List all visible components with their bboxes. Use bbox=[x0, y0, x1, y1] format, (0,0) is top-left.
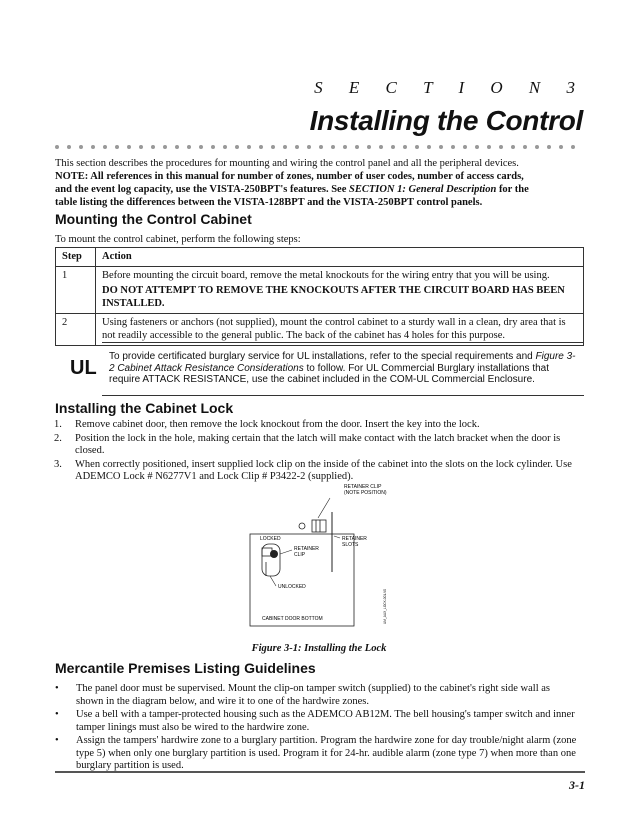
section-label: S E C T I O N 3 bbox=[314, 78, 586, 97]
divider-dot bbox=[127, 145, 131, 149]
divider-dot bbox=[247, 145, 251, 149]
lock-diagram bbox=[240, 482, 400, 632]
step-number: 2 bbox=[56, 314, 96, 346]
column-header: Step bbox=[56, 248, 96, 267]
divider-dot bbox=[403, 145, 407, 149]
mercantile-guidelines bbox=[55, 683, 580, 774]
divider-dot bbox=[415, 145, 419, 149]
bullet: • bbox=[55, 709, 59, 720]
list-item bbox=[55, 683, 580, 708]
guideline-text: Use a bell with a tamper-protected housing such as the ADEMCO AB12M. The bell housing's tamper switch and inner tamper linings must also be wired to the hardwire zone. bbox=[76, 709, 575, 733]
divider-dot bbox=[91, 145, 95, 149]
guideline-text: Assign the tampers' hardwire zone to a burglary partition. Program the hardwire zone for day trouble/night alarm (zone type 5) when only one burglary partition is used. Program it for 24-hr. audible alarm (zone type 7) when more than one burglary partition is used. bbox=[76, 735, 577, 771]
intro-note bbox=[55, 170, 595, 209]
list-item bbox=[54, 433, 574, 458]
step-text: Position the lock in the hole, making certain that the latch will make contact with the latch bracket when the door is closed. bbox=[75, 432, 561, 456]
divider-dot bbox=[475, 145, 479, 149]
divider-dot bbox=[295, 145, 299, 149]
ul-text-part: To provide certificated burglary service for UL installations, refer to the special requirements and bbox=[109, 351, 536, 362]
label-door-bottom: CABINET DOOR BOTTOM bbox=[262, 616, 323, 622]
label-retainer-clip: RETAINER bbox=[294, 546, 319, 552]
lock-keyway bbox=[270, 550, 278, 558]
mounting-steps-table bbox=[55, 247, 584, 346]
note-reference: SECTION 1: General Description bbox=[349, 184, 497, 195]
intro-paragraph: This section describes the procedures for mounting and wiring the control panel and all the peripheral devices. bbox=[55, 158, 519, 169]
leader-line bbox=[334, 536, 340, 538]
note-line-1: NOTE: All references in this manual for number of zones, number of user codes, number of access cards, bbox=[55, 171, 524, 182]
divider-dot bbox=[307, 145, 311, 149]
list-item bbox=[54, 459, 574, 484]
lock-steps bbox=[54, 419, 574, 485]
divider-dot bbox=[163, 145, 167, 149]
divider-dot bbox=[511, 145, 515, 149]
table-header-row bbox=[56, 248, 584, 267]
divider-dot bbox=[283, 145, 287, 149]
table-row bbox=[56, 267, 584, 314]
divider-dot bbox=[499, 145, 503, 149]
lock-body bbox=[262, 544, 280, 576]
lock-heading: Installing the Cabinet Lock bbox=[55, 400, 234, 416]
divider-dot bbox=[103, 145, 107, 149]
divider-dot bbox=[391, 145, 395, 149]
divider-dot bbox=[379, 145, 383, 149]
leader-line bbox=[318, 498, 330, 518]
divider-dot bbox=[175, 145, 179, 149]
divider-dot bbox=[259, 145, 263, 149]
divider-dot bbox=[451, 145, 455, 149]
divider-dot bbox=[67, 145, 71, 149]
divider-dot bbox=[535, 145, 539, 149]
label-locked: LOCKED bbox=[260, 536, 281, 542]
lock-cylinder bbox=[312, 520, 326, 532]
divider-dot bbox=[547, 145, 551, 149]
note-text: and the event log capacity, use the VISTA-250BPT's features. See bbox=[55, 184, 349, 195]
page-number: 3-1 bbox=[569, 778, 585, 792]
label-retainer-clip-top: RETAINER CLIP bbox=[344, 484, 382, 490]
figure-caption: Figure 3-1: Installing the Lock bbox=[251, 643, 387, 654]
guideline-text: The panel door must be supervised. Mount the clip-on tamper switch (supplied) to the cabinet's right side wall as shown in the diagram below, and wire it to one of the hardwire zones. bbox=[76, 683, 550, 707]
divider-dot bbox=[463, 145, 467, 149]
dotted-divider bbox=[55, 145, 585, 151]
divider-dot bbox=[55, 145, 59, 149]
divider-dot bbox=[151, 145, 155, 149]
mounting-heading: Mounting the Control Cabinet bbox=[55, 211, 252, 227]
list-item bbox=[54, 419, 574, 432]
divider-dot bbox=[187, 145, 191, 149]
divider-dot bbox=[559, 145, 563, 149]
chapter-title: Installing the Control bbox=[309, 105, 583, 136]
divider-dot bbox=[223, 145, 227, 149]
figure-code: UM_AUX_LOCK-001-V0 bbox=[383, 588, 387, 624]
list-item bbox=[55, 735, 580, 773]
leader-line bbox=[270, 576, 276, 586]
list-item bbox=[55, 709, 580, 734]
divider-dot bbox=[355, 145, 359, 149]
note-text: for the bbox=[496, 184, 529, 195]
divider-dot bbox=[343, 145, 347, 149]
ul-notice-text bbox=[109, 351, 579, 386]
note-line-3: table listing the differences between the VISTA-128BPT and the VISTA-250BPT control panels. bbox=[55, 197, 483, 208]
step-number: 1 bbox=[56, 267, 96, 314]
divider-dot bbox=[367, 145, 371, 149]
divider-dot bbox=[439, 145, 443, 149]
column-header: Action bbox=[96, 248, 584, 267]
mounting-lead-in: To mount the control cabinet, perform the following steps: bbox=[55, 234, 301, 245]
divider-dot bbox=[235, 145, 239, 149]
step-action bbox=[96, 267, 584, 314]
step-action-text: Using fasteners or anchors (not supplied), mount the control cabinet to a sturdy wall in a clean, dry area that is not readily accessible to the general public. The back of the cabinet has 4 holes for this purpose. bbox=[102, 317, 566, 341]
note-line-2 bbox=[55, 183, 595, 196]
key-icon bbox=[299, 523, 305, 529]
divider-dot bbox=[571, 145, 575, 149]
divider-dot bbox=[319, 145, 323, 149]
step-action bbox=[96, 314, 584, 346]
ul-text-part: to follow. For UL Commercial Burglary installations that require ATTACK RESISTANCE, use the cabinet included in the COM-UL Commercial Enclosure. bbox=[109, 362, 550, 385]
table-row bbox=[56, 314, 584, 346]
footer-rule bbox=[55, 771, 585, 773]
ul-figure-reference: Figure 3-2 Cabinet Attack Resistance Considerations bbox=[109, 351, 576, 374]
label-unlocked: UNLOCKED bbox=[278, 584, 306, 590]
step-text: Remove cabinet door, then remove the lock knockout from the door. Insert the key into the lock. bbox=[75, 419, 480, 430]
label-note-position: (NOTE POSITION) bbox=[344, 490, 387, 496]
mercantile-heading: Mercantile Premises Listing Guidelines bbox=[55, 660, 316, 676]
divider-dot bbox=[523, 145, 527, 149]
divider-dot bbox=[271, 145, 275, 149]
leader-line bbox=[280, 550, 292, 554]
divider-dot bbox=[331, 145, 335, 149]
step-action-text: Before mounting the circuit board, remove the metal knockouts for the wiring entry that you will be using. bbox=[102, 270, 550, 281]
step-warning: DO NOT ATTEMPT TO REMOVE THE KNOCKOUTS AFTER THE CIRCUIT BOARD HAS BEEN INSTALLED. bbox=[102, 285, 565, 309]
divider-dot bbox=[211, 145, 215, 149]
label-clip: CLIP bbox=[294, 552, 306, 558]
divider-dot bbox=[487, 145, 491, 149]
ul-logo: UL bbox=[70, 357, 97, 379]
step-text: When correctly positioned, insert supplied lock clip on the inside of the cabinet into the slots on the lock cylinder. Use ADEMCO Lock # N6277V1 and Lock Clip # P3422-2 (supplied). bbox=[75, 458, 572, 482]
divider-dot bbox=[139, 145, 143, 149]
divider-dot bbox=[427, 145, 431, 149]
label-retainer-slots-2: SLOTS bbox=[342, 542, 359, 548]
bullet: • bbox=[55, 683, 59, 694]
divider-dot bbox=[199, 145, 203, 149]
step-number: 3. bbox=[54, 458, 62, 470]
step-number: 2. bbox=[54, 432, 62, 444]
label-retainer-slots: RETAINER bbox=[342, 536, 367, 542]
step-number: 1. bbox=[54, 419, 62, 430]
divider-dot bbox=[115, 145, 119, 149]
divider-dot bbox=[79, 145, 83, 149]
bullet: • bbox=[55, 735, 59, 746]
